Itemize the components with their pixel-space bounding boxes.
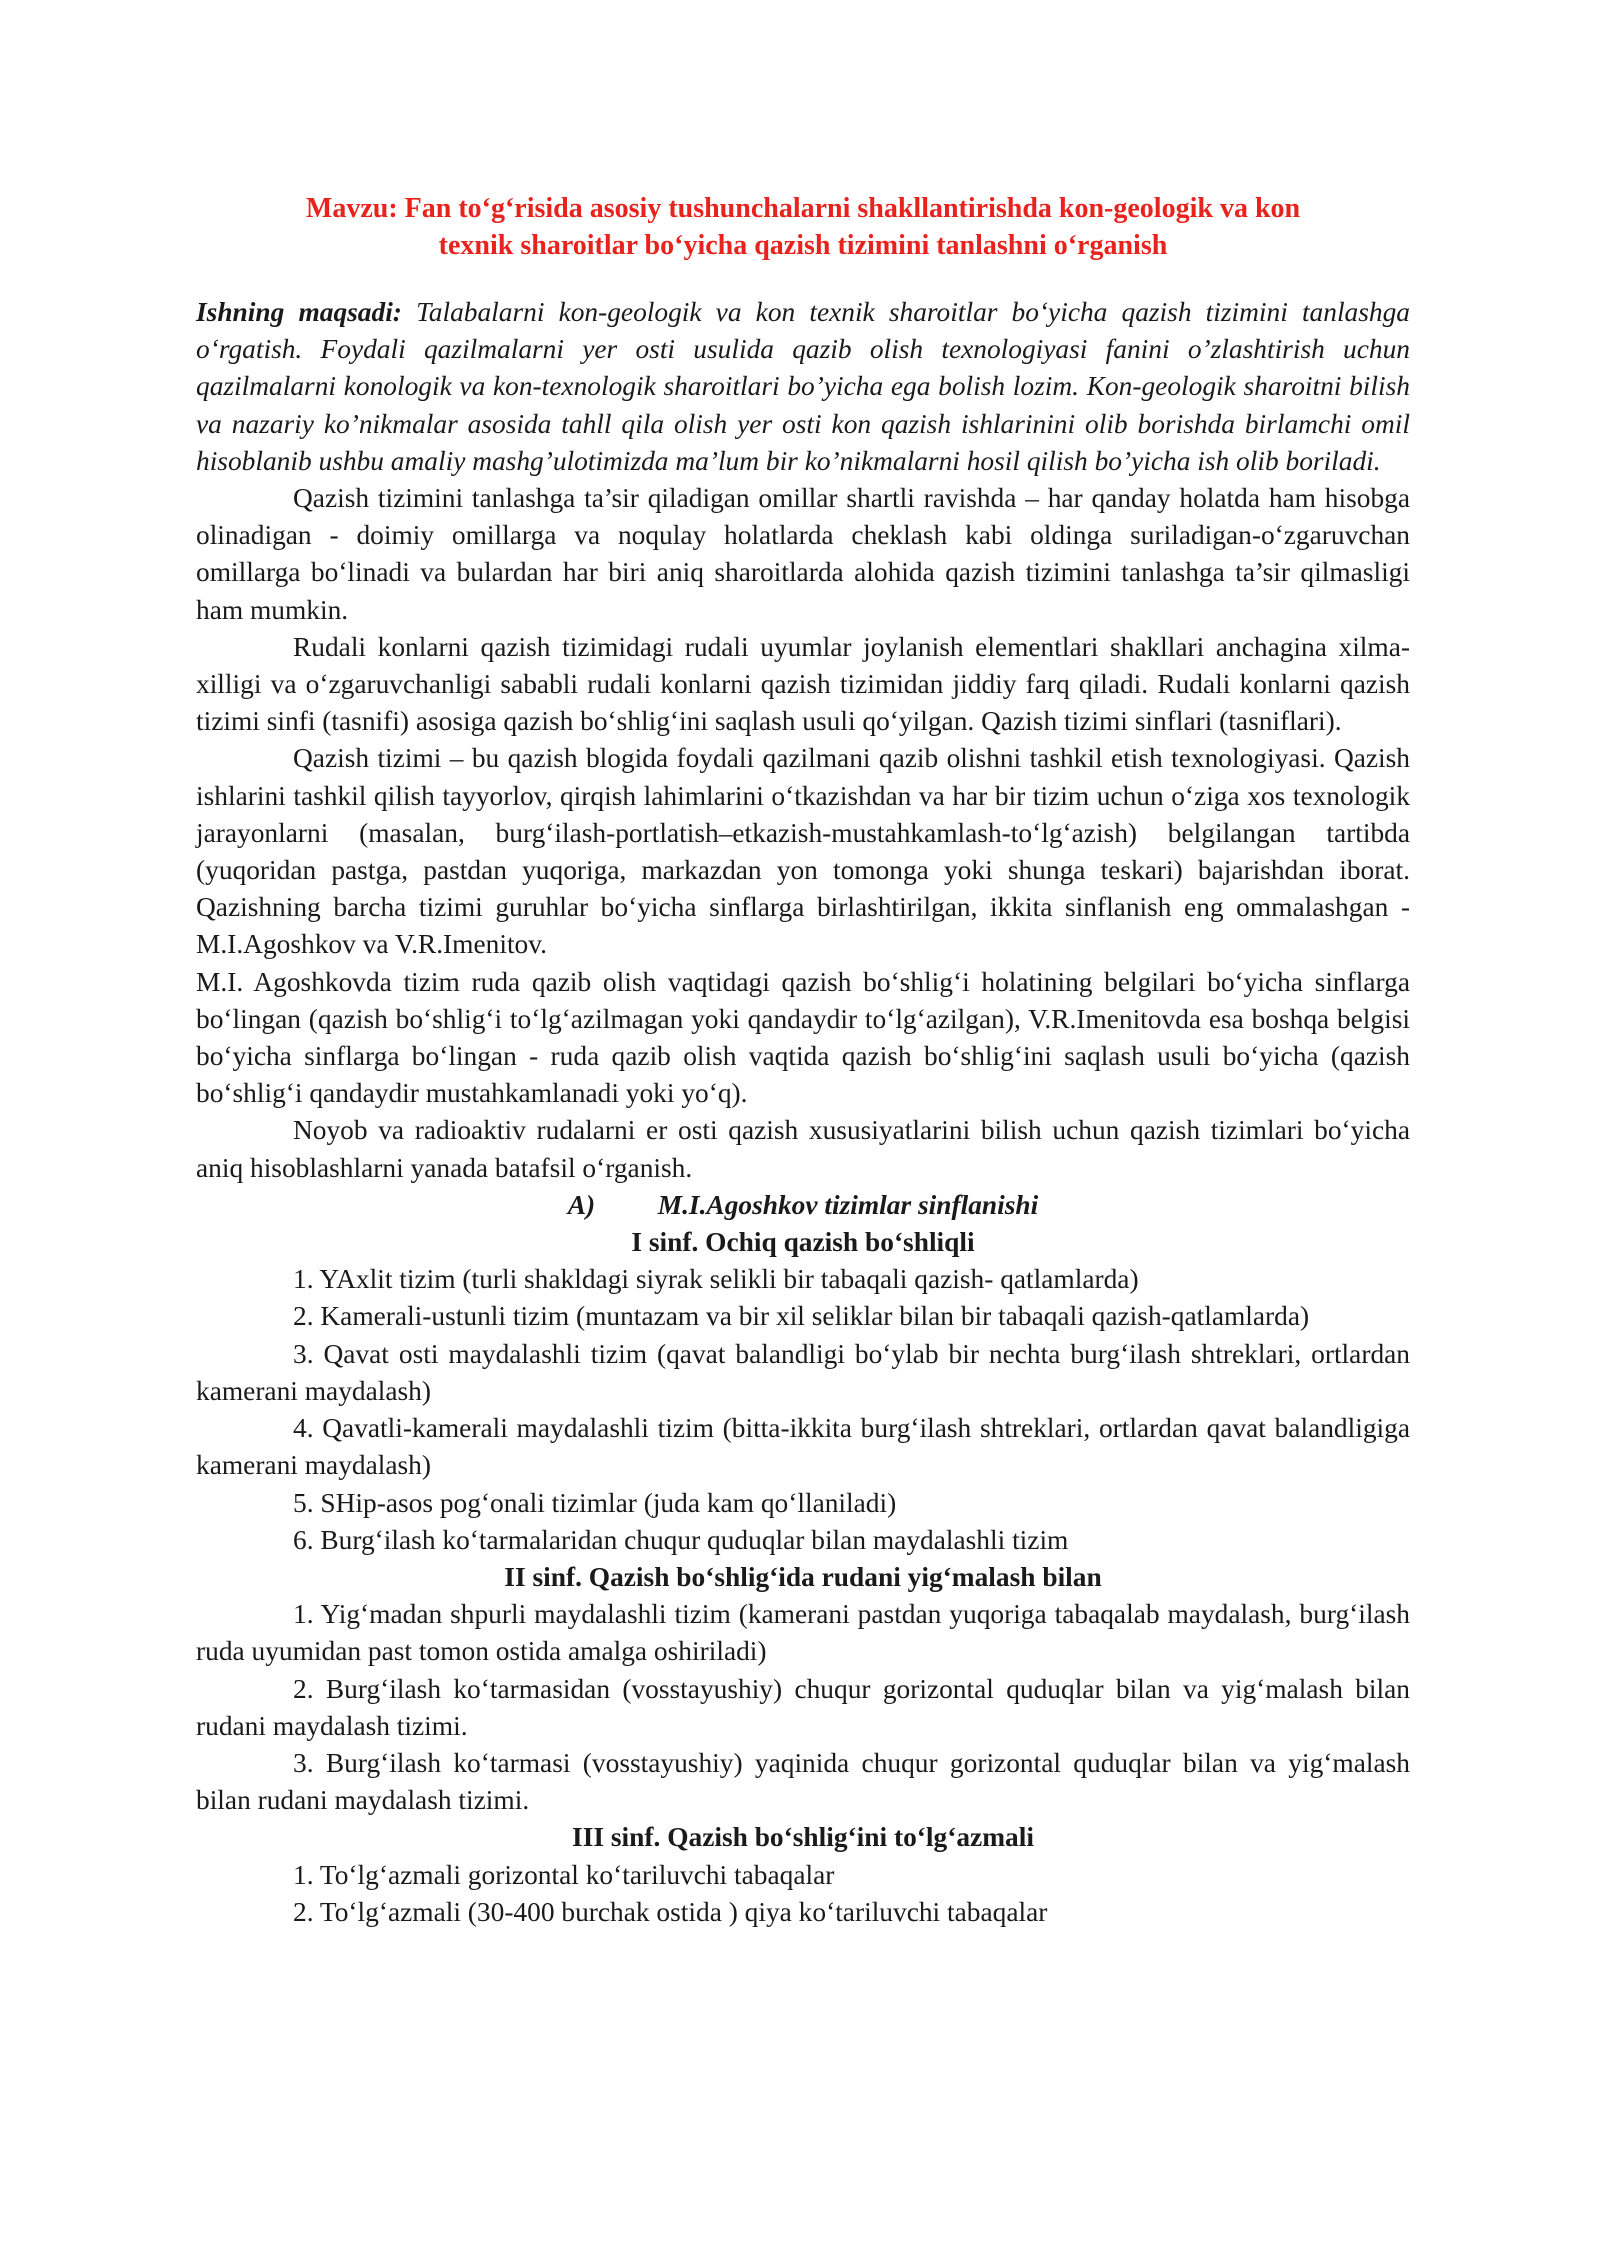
list-item: 5. SHip-asos pog‘onali tizimlar (juda kam qo‘llaniladi) [293,1487,897,1518]
list-item: 2. Burg‘ilash ko‘tarmasidan (vosstayushiy) chuqur gorizontal quduqlar bilan va yig‘malash bilan rudani maydalash tizimi. [196,1673,1410,1741]
body-paragraph: Qazish tizimini tanlashga ta’sir qiladigan omillar shartli ravishda – har qanday holatda ham hisobga olinadigan - doimiy omillarga va noqulay holatlarda cheklash kabi oldinga suriladigan-o‘zgaruvchan omillarga bo‘linadi va bulardan har biri aniq sharoitlarda alohida qazish tizimini tanlashga ta’sir qilmasligi ham mumkin. [196,483,1410,625]
list-item: 2. To‘lg‘azmali (30-400 burchak ostida ) qiya ko‘tariluvchi tabaqalar [293,1896,1048,1927]
list-item: 4. Qavatli-kamerali maydalashli tizim (bitta-ikkita burg‘ilash shtreklari, ortlardan qavat balandligiga kamerani maydalash) [196,1413,1410,1481]
body-paragraph: Rudali konlarni qazish tizimidagi rudali uyumlar joylanish elementlari shakllari anchagina xilma-xilligi va o‘zgaruvchanligi sababli rudali konlarni qazish tizimidan jiddiy farq qiladi. Rudali konlarni qazish tizimi sinfi (tasnifi) asosiga qazish bo‘shlig‘ini saqlash usuli qo‘yilgan. Qazish tizimi sinflari (tasniflari). [196,631,1410,737]
section-a-heading [196,1187,1410,1224]
list-item: 1. YAxlit tizim (turli shakldagi siyrak selikli bir tabaqali qazish- qatlamlarda) [293,1264,1139,1295]
aim-paragraph [196,294,1410,480]
class-1-heading: I sinf. Ochiq qazish bo‘shliqli [631,1227,975,1258]
document-title [196,190,1410,264]
title-line-2: texnik sharoitlar bo‘yicha qazish tizimini tanlashni o‘rganish [438,230,1168,261]
body-paragraph: Qazish tizimi – bu qazish blogida foydali qazilmani qazib olishni tashkil etish texnologiyasi. Qazish ishlarini tashkil qilish tayyorlov, qirqish lahimlarini o‘tkazishdan va har bir tizim uchun o‘ziga xos texnologik jarayonlarni (masalan, burg‘ilash-portlatish–etkazish-mustahkamlash-to‘lg‘azish) belgilangan tartibda (yuqoridan pastga, pastdan yuqoriga, markazdan yon tomonga yoki shunga teskari) bajarishdan iborat. Qazishning barcha tizimi guruhlar bo‘yicha sinflarga birlashtirilgan, ikkita sinflanish eng ommalashgan - M.I.Agoshkov va V.R.Imenitov. [196,743,1410,960]
list-item: 2. Kamerali-ustunli tizim (muntazam va bir xil seliklar bilan bir tabaqali qazish-qatlamlarda) [293,1301,1310,1332]
list-item: 3. Qavat osti maydalashli tizim (qavat balandligi bo‘ylab bir nechta burg‘ilash shtreklari, ortlardan kamerani maydalash) [196,1338,1410,1406]
list-item: 1. To‘lg‘azmali gorizontal ko‘tariluvchi tabaqalar [293,1859,835,1890]
body-paragraph: M.I. Agoshkovda tizim ruda qazib olish vaqtidagi qazish bo‘shlig‘i holatining belgilari bo‘yicha sinflarga bo‘lingan (qazish bo‘shlig‘i to‘lg‘azilmagan yoki qandaydir to‘lg‘azilgan), V.R.Imenitovda esa boshqa belgisi bo‘yicha sinflarga bo‘lingan - ruda qazib olish vaqtida qazish bo‘shlig‘ini saqlash usuli bo‘yicha (qazish bo‘shlig‘i qandaydir mustahkamlanadi yoki yo‘q). [196,966,1410,1109]
section-a-title: M.I.Agoshkov tizimlar sinflanishi [657,1189,1039,1220]
list-item: 6. Burg‘ilash ko‘tarmalaridan chuqur quduqlar bilan maydalashli tizim [293,1524,1069,1555]
list-item: 3. Burg‘ilash ko‘tarmasi (vosstayushiy) yaqinida chuqur gorizontal quduqlar bilan va yig‘malash bilan rudani maydalash tizimi. [196,1747,1410,1816]
body-paragraph: Noyob va radioaktiv rudalarni er osti qazish xususiyatlarini bilish uchun qazish tizimlari bo‘yicha aniq hisoblashlarni yanada batafsil o‘rganish. [196,1115,1410,1183]
title-line-1: Mavzu: Fan to‘g‘risida asosiy tushunchalarni shakllantirishda kon-geologik va kon [305,193,1301,224]
aim-text: Talabalarni kon-geologik va kon texnik sharoitlar bo‘yicha qazish tizimini tanlashga o‘rgatish. Foydali qazilmalarni yer osti usulida qazib olish texnologiyasi fanini o’zlashtirish uchun qazilmalarni konologik va kon-texnologik sharoitlari bo’yicha ega bolish lozim. Kon-geologik sharoitni bilish va nazariy ko’nikmalar asosida tahll qila olish yer osti kon qazish ishlarinini olib borishda birlamchi omil hisoblanib ushbu amaliy mashg’ulotimizda ma’lum bir ko’nikmalarni hosil qilish bo’yicha ish olib boriladi. [196,297,1411,476]
class-2-heading: II sinf. Qazish bo‘shlig‘ida rudani yig‘malash bilan [504,1561,1102,1592]
section-a-letter: A) [567,1189,596,1220]
aim-label: Ishning maqsadi: [196,297,402,327]
class-3-heading: III sinf. Qazish bo‘shlig‘ini to‘lg‘azmali [572,1822,1034,1853]
list-item: 1. Yig‘madan shpurli maydalashli tizim (kamerani pastdan yuqoriga tabaqalab maydalash, burg‘ilash ruda uyumidan past tomon ostida amalga oshiriladi) [196,1599,1410,1667]
